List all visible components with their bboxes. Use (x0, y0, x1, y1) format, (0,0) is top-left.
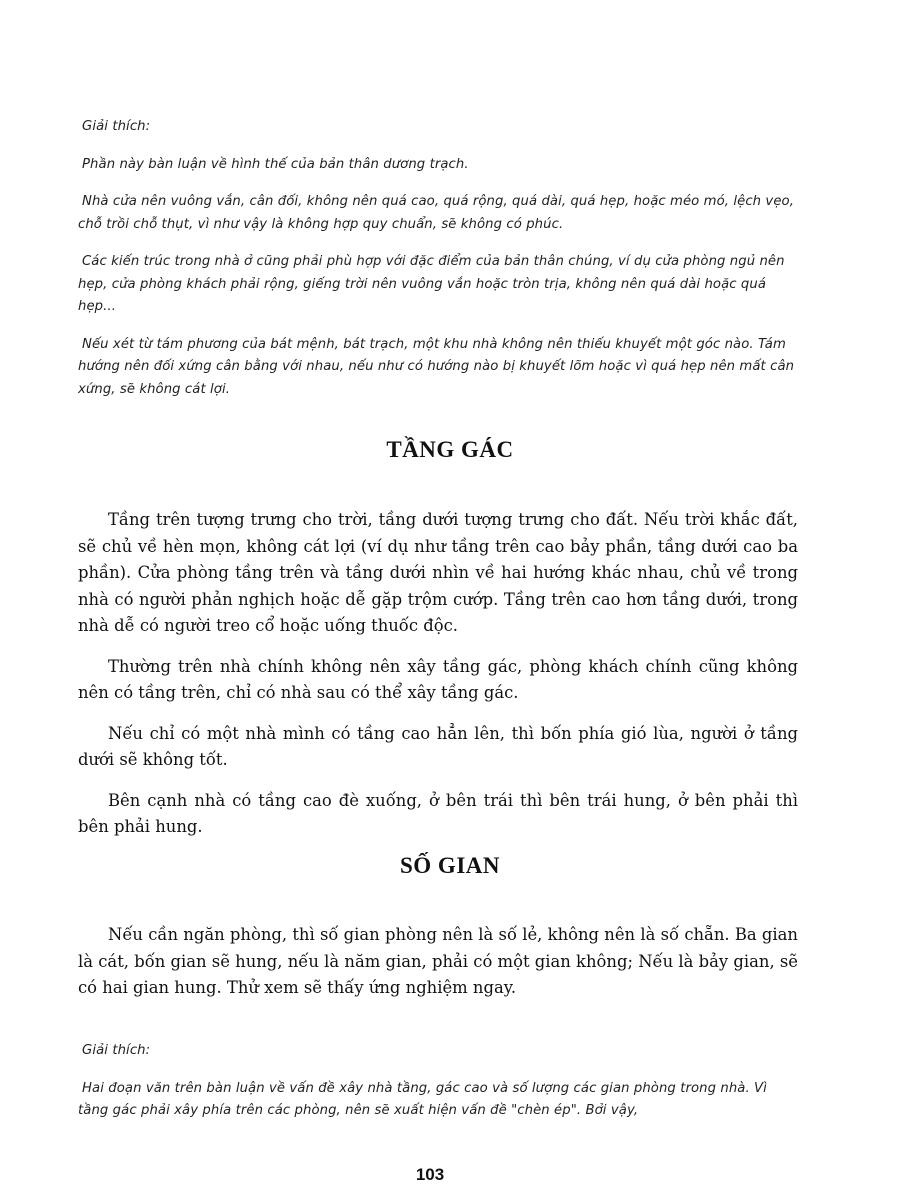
commentary-section-1 (78, 116, 798, 401)
section-heading-so-gian: SỐ GIAN (400, 853, 500, 878)
commentary-paragraph: Hai đoạn văn trên bàn luận về vấn đề xây nhà tầng, gác cao và số lượng các gian phòng trong nhà. Vì tầng gác phải xây phía trên các phòng, nên sẽ xuất hiện vấn đề "chèn ép". Bởi vậy, (78, 1080, 767, 1118)
commentary-paragraph: Phần này bàn luận về hình thế của bản thân dương trạch. (82, 156, 469, 172)
commentary-label: Giải thích: (82, 119, 151, 134)
body-paragraph: Nếu chỉ có một nhà mình có tầng cao hẳn lên, thì bốn phía gió lùa, người ở tầng dưới sẽ không tốt. (78, 723, 798, 769)
commentary-section-2 (78, 1040, 798, 1123)
commentary-paragraph: Các kiến trúc trong nhà ở cũng phải phù hợp với đặc điểm của bản thân chúng, ví dụ cửa phòng ngủ nên hẹp, cửa phòng khách phải rộng, giếng trời nên vuông vắn hoặc tròn trịa, không nên quá dài hoặc quá hẹp... (78, 254, 785, 314)
body-paragraph: Tầng trên tượng trưng cho trời, tầng dưới tượng trưng cho đất. Nếu trời khắc đất, sẽ chủ về hèn mọn, không cát lợi (ví dụ như tầng trên cao bảy phần, tầng dưới cao ba phần). Cửa phòng tầng trên và tầng dưới nhìn về hai hướng khác nhau, chủ về trong nhà có người phản nghịch hoặc dễ gặp trộm cướp. Tầng trên cao hơn tầng dưới, trong nhà dễ có người treo cổ hoặc uống thuốc độc. (78, 510, 798, 635)
section-body-so-gian (78, 922, 798, 1016)
commentary-paragraph: Nếu xét từ tám phương của bát mệnh, bát trạch, một khu nhà không nên thiếu khuyết một góc nào. Tám hướng nên đối xứng cân bằng với nhau, nếu như có hướng nào bị khuyết lõm hoặc vì quá hẹp nên mất cân xứng, sẽ không cát lợi. (78, 336, 795, 397)
commentary-paragraph: Nhà cửa nên vuông vắn, cân đối, không nên quá cao, quá rộng, quá dài, quá hẹp, hoặc méo mó, lệch vẹo, chỗ trồi chỗ thụt, vì như vậy là không hợp quy chuẩn, sẽ không có phúc. (78, 194, 794, 232)
body-paragraph: Bên cạnh nhà có tầng cao đè xuống, ở bên trái thì bên trái hung, ở bên phải thì bên phải hung. (78, 790, 798, 836)
commentary-label: Giải thích: (82, 1043, 151, 1058)
section-heading-tang-gac: TẦNG GÁC (386, 437, 514, 462)
body-paragraph: Nếu cần ngăn phòng, thì số gian phòng nên là số lẻ, không nên là số chẵn. Ba gian là cát, bốn gian sẽ hung, nếu là năm gian, phải có một gian không; Nếu là bảy gian, sẽ có hai gian hung. Thử xem sẽ thấy ứng nghiệm ngay. (78, 925, 798, 997)
body-paragraph: Thường trên nhà chính không nên xây tầng gác, phòng khách chính cũng không nên có tầng trên, chỉ có nhà sau có thể xây tầng gác. (78, 656, 798, 702)
section-body-tang-gac (78, 507, 798, 855)
page-number: 103 (415, 1165, 445, 1184)
